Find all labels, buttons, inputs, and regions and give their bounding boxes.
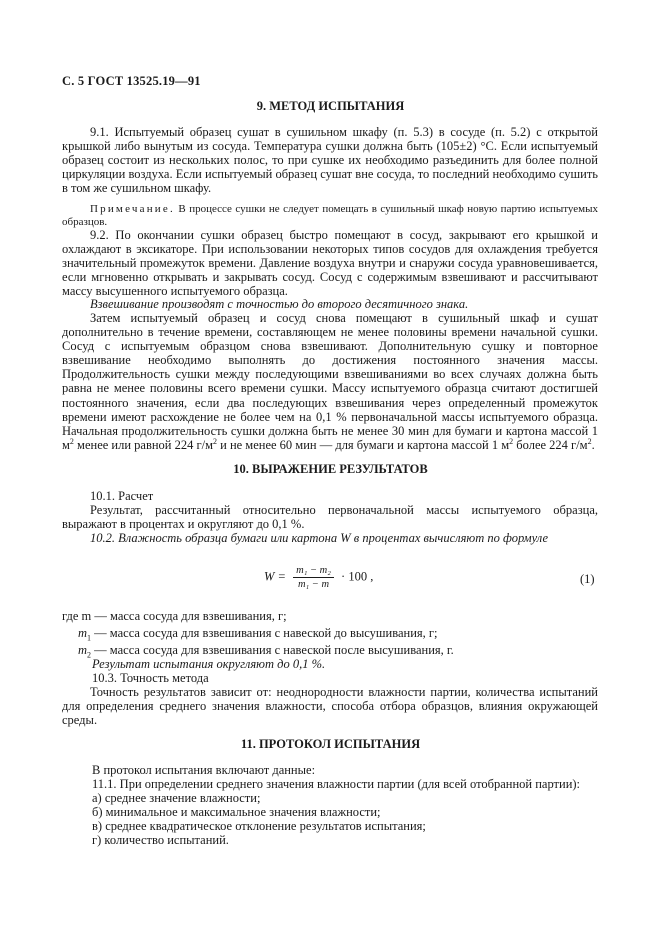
section-10-p4: 10.3. Точность метода [92, 671, 209, 685]
where-3-sub: 2 [87, 650, 92, 660]
p4-sup-4: 2 [587, 436, 592, 446]
where-line-3 [78, 643, 454, 658]
where-3-text: — масса сосуда для взвешивания с навеской после высушивания, г. [91, 643, 454, 657]
note-text: В процессе сушки не следует помещать в сушильный шкаф новую партию испытуемых образцов. [62, 203, 598, 228]
equation-number: (1) [580, 572, 595, 586]
section-9-p1: 9.1. Испытуемый образец сушат в сушильном шкафу (п. 5.3) в сосуде (п. 5.2) с открытой крышкой либо вынутым из сосуда. Температура сушки должна быть (105±2) °С. Если испытуемый образец состоит из нескольких полос, то при сушке их необходимо разъединить для более полной циркуляции воздуха. Если испытуемый образец сушат вне сосуда, то последний необходимо сушить в том же сушильном шкафу. [62, 125, 598, 196]
p4-text-c: и не менее 60 мин — для бумаги и картона массой 1 м [217, 437, 510, 452]
p4-sup-2: 2 [213, 436, 217, 446]
formula-denominator: m₁ − m [297, 579, 330, 590]
list-item-d: г) количество испытаний. [92, 833, 229, 847]
formula-numerator: m₁ − m₂ [293, 565, 334, 578]
list-item-a: а) среднее значение влажности; [92, 791, 261, 805]
section-10-title: 10. ВЫРАЖЕНИЕ РЕЗУЛЬТАТОВ [233, 462, 428, 476]
section-11-intro: В протокол испытания включают данные: [92, 763, 316, 777]
where-2-sub: 1 [87, 633, 92, 643]
formula-fraction [293, 565, 334, 590]
section-10-p5-block [62, 685, 598, 727]
section-10-p3: 10.2. Влажность образца бумаги или картона W в процентах вычисляют по формуле [90, 531, 549, 545]
p4-sup-1: 2 [69, 436, 74, 446]
note-block [62, 203, 598, 228]
page-header: С. 5 ГОСТ 13525.19—91 [62, 74, 201, 88]
section-9-p3: Взвешивание производят с точностью до второго десятичного знака. [90, 297, 469, 311]
where-3-symbol: m [78, 643, 88, 657]
section-10-p1: 10.1. Расчет [90, 489, 154, 503]
section-9-p1-block [62, 125, 598, 195]
section-9-p4 [62, 311, 598, 452]
section-10-p5: Точность результатов зависит от: неоднородности влажности партии, количества испытаний для определения среднего значения влажности, способа отбора образцов, влияния окружающей среды. [62, 685, 598, 728]
section-9-p3-block [62, 297, 598, 311]
p4-text-d: более 224 г/м [513, 437, 588, 452]
section-10-p2: Результат, рассчитанный относительно первоначальной массы испытуемого образца, выражают в процентах и округляют до 0,1 %. [62, 503, 598, 532]
where-2-text: — масса сосуда для взвешивания с навеской до высушивания, г; [91, 626, 438, 640]
formula-rhs: · 100 , [341, 569, 374, 584]
p4-text-a: Затем испытуемый образец и сосуд снова помещают в сушильный шкаф и сушат дополнительно в течение времени, составляющем не менее половины времени начальной сушки. Сосуд с испытуемым образцом снова взвешивают. Дополнительную сушку и повторное взвешивание необходимо выполнять до достижения постоянного значения массы. Продолжительность сушки между последующими взвешиваниями во всех случаях должна быть равна не менее половины всего времени сушки. Массу испытуемого образца считают достигшей постоянного значения, если два последующих взвешивания через определенный промежуток времени имеют расхождение не более чем на 0,1 % первоначальной массы испытуемого образца. Начальная продолжительность сушки должна быть не менее 30 мин для бумаги и картона массой 1 м [62, 311, 598, 452]
section-10-p1-block [62, 489, 598, 503]
note-paragraph [62, 203, 598, 228]
where-line-2 [78, 626, 438, 641]
p4-text-b: менее или равной 224 г/м [73, 437, 213, 452]
section-9-p2-block [62, 228, 598, 298]
p4-text-e: . [591, 437, 595, 452]
section-11-title: 11. ПРОТОКОЛ ИСПЫТАНИЯ [240, 737, 421, 751]
result-rounding: Результат испытания округляют до 0,1 %. [92, 657, 326, 671]
section-9-title: 9. МЕТОД ИСПЫТАНИЯ [256, 99, 405, 113]
section-9-p2: 9.2. По окончании сушки образец быстро помещают в сосуд, закрывают его крышкой и охлаждают в эксикаторе. При использовании некоторых типов сосудов для охлаждения требуется значительный промежуток времени. Давление воздуха внутри и снаружи сосуда уравновешивается, если мгновенно открывать и закрывать сосуд. Сосуд с содержимым взвешивают и рассчитывают массу высушенного испытуемого образца. [62, 228, 598, 299]
section-10-p2-block [62, 503, 598, 531]
list-item-b: б) минимальное и максимальное значения влажности; [92, 805, 381, 819]
section-11-p1: 11.1. При определении среднего значения влажности партии (для всей отобранной партии): [92, 777, 581, 791]
list-item-c: в) среднее квадратическое отклонение результатов испытания; [92, 819, 426, 833]
section-10-p3-block [62, 531, 598, 545]
section-9-p4-block [62, 311, 598, 452]
where-line-1: где m — масса сосуда для взвешивания, г; [62, 609, 287, 623]
moisture-formula [264, 565, 373, 590]
note-label: Примечание. [90, 203, 175, 215]
formula-lhs: W = [264, 569, 286, 584]
where-2-symbol: m [78, 626, 88, 640]
p4-sup-3: 2 [509, 436, 514, 446]
